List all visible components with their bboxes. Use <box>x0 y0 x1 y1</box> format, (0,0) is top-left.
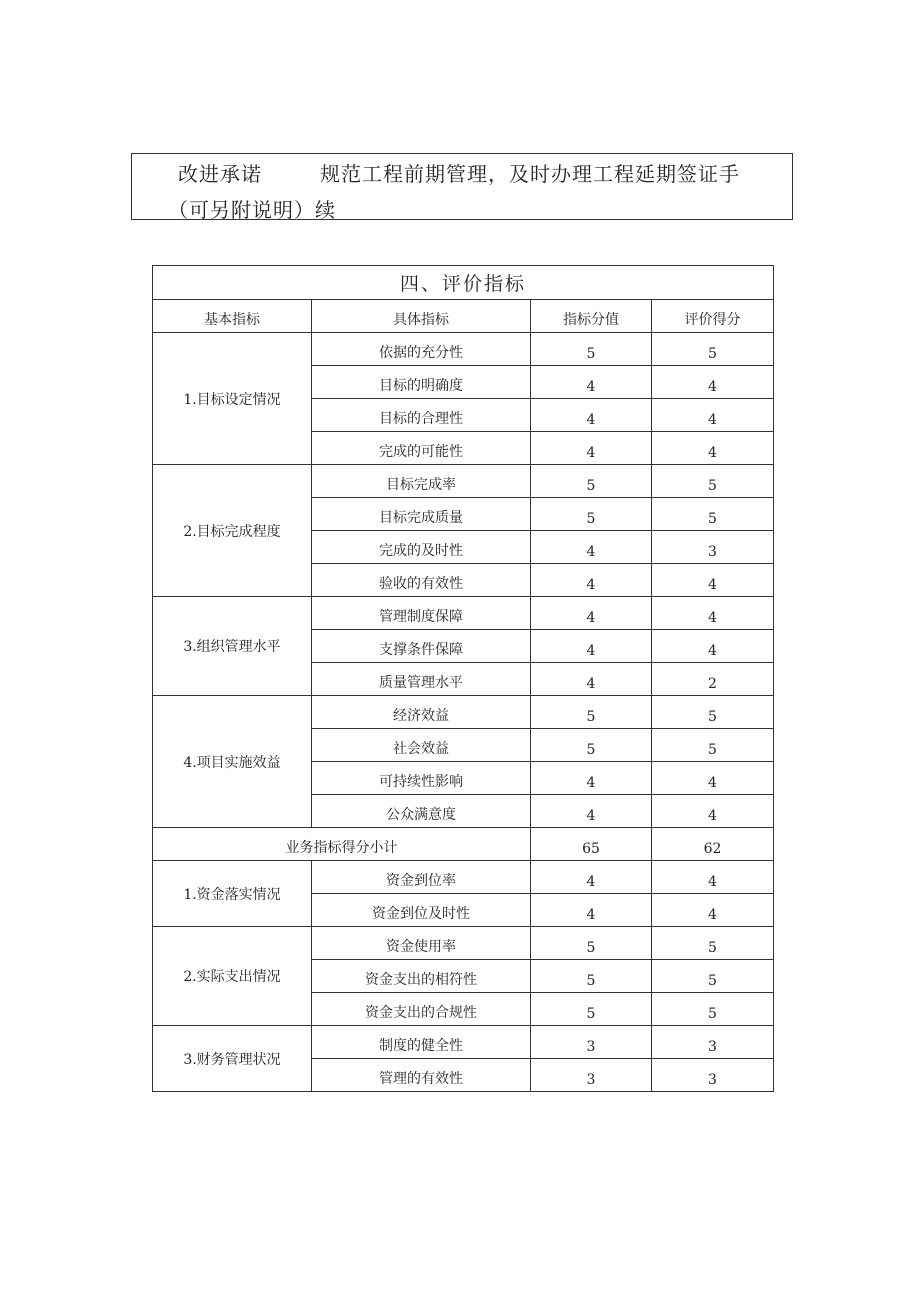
indicator-value-cell: 4 <box>531 663 652 696</box>
evaluation-score-cell: 5 <box>652 696 774 729</box>
evaluation-score-cell: 4 <box>652 861 774 894</box>
header-evaluation-score: 评价得分 <box>652 300 774 333</box>
basic-indicator-cell: 1.目标设定情况 <box>153 333 312 465</box>
table-row <box>153 465 774 498</box>
specific-indicator-cell: 公众满意度 <box>312 795 531 828</box>
specific-indicator-cell: 资金到位率 <box>312 861 531 894</box>
indicator-value-cell: 5 <box>531 993 652 1026</box>
evaluation-score-cell: 2 <box>652 663 774 696</box>
evaluation-score-cell: 4 <box>652 399 774 432</box>
commitment-line-1 <box>178 158 740 187</box>
indicator-value-cell: 3 <box>531 1026 652 1059</box>
evaluation-score-cell: 5 <box>652 465 774 498</box>
specific-indicator-cell: 制度的健全性 <box>312 1026 531 1059</box>
header-row <box>153 300 774 333</box>
basic-indicator-cell: 3.财务管理状况 <box>153 1026 312 1092</box>
basic-indicator-cell: 3.组织管理水平 <box>153 597 312 696</box>
indicator-value-cell: 4 <box>531 597 652 630</box>
specific-indicator-cell: 质量管理水平 <box>312 663 531 696</box>
evaluation-score-cell: 5 <box>652 498 774 531</box>
evaluation-score-cell: 4 <box>652 366 774 399</box>
indicator-value-cell: 5 <box>531 729 652 762</box>
evaluation-table <box>152 265 774 1092</box>
evaluation-score-cell: 3 <box>652 1059 774 1092</box>
indicator-value-cell: 4 <box>531 894 652 927</box>
subtotal-value: 65 <box>531 828 652 861</box>
indicator-value-cell: 5 <box>531 696 652 729</box>
subtotal-score: 62 <box>652 828 774 861</box>
evaluation-score-cell: 5 <box>652 729 774 762</box>
basic-indicator-cell: 2.目标完成程度 <box>153 465 312 597</box>
evaluation-score-cell: 5 <box>652 333 774 366</box>
indicator-value-cell: 5 <box>531 927 652 960</box>
evaluation-score-cell: 5 <box>652 960 774 993</box>
basic-indicator-cell: 2.实际支出情况 <box>153 927 312 1026</box>
indicator-value-cell: 4 <box>531 366 652 399</box>
indicator-value-cell: 5 <box>531 498 652 531</box>
table-row <box>153 696 774 729</box>
specific-indicator-cell: 管理的有效性 <box>312 1059 531 1092</box>
indicator-value-cell: 5 <box>531 333 652 366</box>
evaluation-score-cell: 4 <box>652 564 774 597</box>
indicator-value-cell: 4 <box>531 795 652 828</box>
indicator-value-cell: 4 <box>531 564 652 597</box>
specific-indicator-cell: 资金使用率 <box>312 927 531 960</box>
indicator-value-cell: 4 <box>531 861 652 894</box>
evaluation-score-cell: 4 <box>652 762 774 795</box>
basic-indicator-cell: 1.资金落实情况 <box>153 861 312 927</box>
evaluation-score-cell: 4 <box>652 894 774 927</box>
specific-indicator-cell: 验收的有效性 <box>312 564 531 597</box>
specific-indicator-cell: 目标完成率 <box>312 465 531 498</box>
header-specific-indicator: 具体指标 <box>312 300 531 333</box>
specific-indicator-cell: 目标完成质量 <box>312 498 531 531</box>
indicator-value-cell: 4 <box>531 399 652 432</box>
specific-indicator-cell: 完成的及时性 <box>312 531 531 564</box>
table-row <box>153 861 774 894</box>
indicator-value-cell: 4 <box>531 531 652 564</box>
header-basic-indicator: 基本指标 <box>153 300 312 333</box>
table-row <box>153 597 774 630</box>
header-indicator-value: 指标分值 <box>531 300 652 333</box>
indicator-value-cell: 4 <box>531 762 652 795</box>
table-row <box>153 333 774 366</box>
subtotal-label: 业务指标得分小计 <box>153 828 531 861</box>
commitment-text: 规范工程前期管理，及时办理工程延期签证手 <box>320 162 740 186</box>
commitment-box <box>131 153 793 220</box>
indicator-value-cell: 4 <box>531 432 652 465</box>
table-title: 四、评价指标 <box>153 266 774 300</box>
specific-indicator-cell: 社会效益 <box>312 729 531 762</box>
specific-indicator-cell: 目标的合理性 <box>312 399 531 432</box>
specific-indicator-cell: 依据的充分性 <box>312 333 531 366</box>
evaluation-score-cell: 4 <box>652 795 774 828</box>
commitment-line-2: （可另附说明）续 <box>168 198 336 222</box>
evaluation-score-cell: 3 <box>652 1026 774 1059</box>
indicator-value-cell: 5 <box>531 960 652 993</box>
basic-indicator-cell: 4.项目实施效益 <box>153 696 312 828</box>
evaluation-score-cell: 5 <box>652 927 774 960</box>
table-body <box>153 333 774 1092</box>
specific-indicator-cell: 管理制度保障 <box>312 597 531 630</box>
specific-indicator-cell: 目标的明确度 <box>312 366 531 399</box>
table-row <box>153 1026 774 1059</box>
indicator-value-cell: 3 <box>531 1059 652 1092</box>
commitment-label: 改进承诺 <box>178 162 262 186</box>
specific-indicator-cell: 支撑条件保障 <box>312 630 531 663</box>
indicator-value-cell: 5 <box>531 465 652 498</box>
evaluation-score-cell: 4 <box>652 597 774 630</box>
indicator-value-cell: 4 <box>531 630 652 663</box>
table-row <box>153 927 774 960</box>
specific-indicator-cell: 完成的可能性 <box>312 432 531 465</box>
specific-indicator-cell: 资金支出的相符性 <box>312 960 531 993</box>
specific-indicator-cell: 资金到位及时性 <box>312 894 531 927</box>
specific-indicator-cell: 可持续性影响 <box>312 762 531 795</box>
specific-indicator-cell: 资金支出的合规性 <box>312 993 531 1026</box>
evaluation-score-cell: 4 <box>652 432 774 465</box>
specific-indicator-cell: 经济效益 <box>312 696 531 729</box>
evaluation-score-cell: 4 <box>652 630 774 663</box>
evaluation-score-cell: 3 <box>652 531 774 564</box>
evaluation-score-cell: 5 <box>652 993 774 1026</box>
subtotal-row <box>153 828 774 861</box>
